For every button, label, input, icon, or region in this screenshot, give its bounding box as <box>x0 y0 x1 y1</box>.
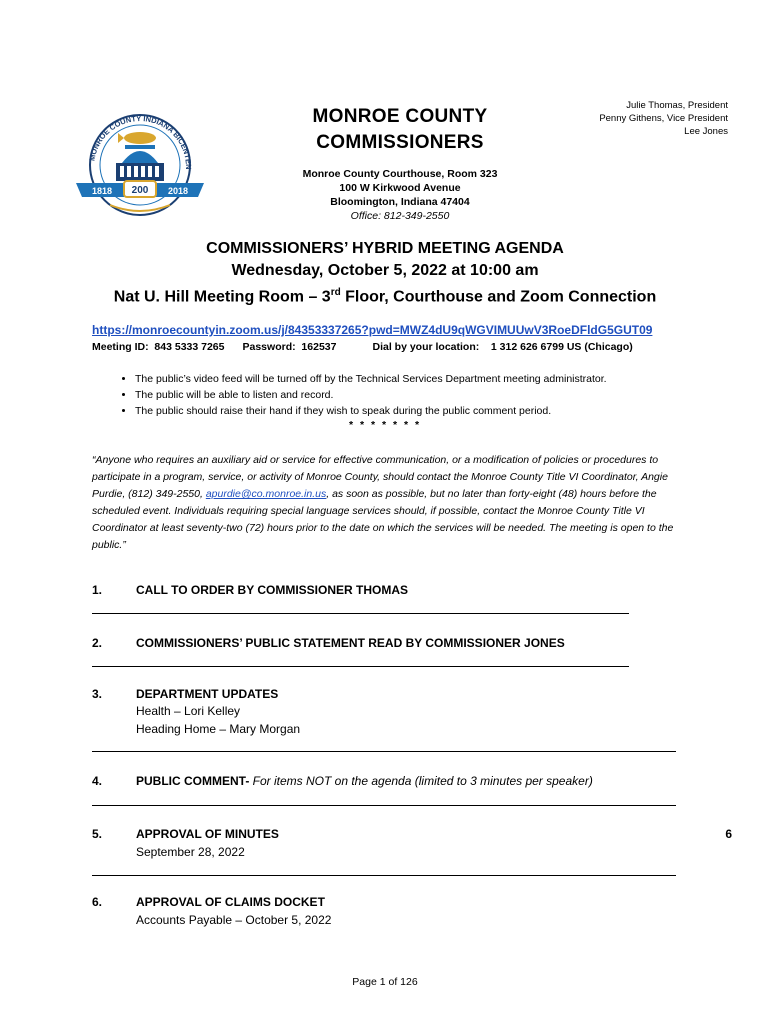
item-number: 5. <box>92 827 103 841</box>
item-title: DEPARTMENT UPDATES <box>136 687 279 701</box>
item-title: APPROVAL OF CLAIMS DOCKET <box>136 895 325 909</box>
coordinator-email-link[interactable]: apurdie@co.monroe.in.us <box>205 488 327 500</box>
item-subline: Accounts Payable – October 5, 2022 <box>136 913 332 927</box>
page-footer: Page 1 of 126 <box>352 976 418 988</box>
meeting-id: Meeting ID: 843 5333 7265 <box>92 341 225 353</box>
item-number: 1. <box>92 583 103 597</box>
meeting-info <box>92 341 633 353</box>
item-number: 3. <box>92 687 103 701</box>
meeting-password: Password: 162537 <box>242 341 337 353</box>
list-item: • The public should raise their hand if they wish to speak during the public comment period. <box>135 403 607 419</box>
address-line3: Bloomington, Indiana 47404 <box>330 196 470 208</box>
item-divider <box>92 666 629 667</box>
agenda-location: Nat U. Hill Meeting Room – 3rd Floor, Courthouse and Zoom Connection <box>113 287 657 306</box>
svg-text:200: 200 <box>131 185 149 196</box>
svg-text:1818: 1818 <box>92 186 113 196</box>
item-title: COMMISSIONERS’ PUBLIC STATEMENT READ BY COMMISSIONER JONES <box>136 636 565 650</box>
bicentennial-logo <box>70 93 210 218</box>
logo-ring-text: MONROE COUNTY INDIANA BICENTEN <box>87 113 194 170</box>
item-subline: September 28, 2022 <box>136 845 245 859</box>
org-title <box>290 104 510 156</box>
zoom-link[interactable]: https://monroecountyin.zoom.us/j/84353337265?pwd=MWZ4dU9qWGVIMUUwV3RoeDFldG5GUT09 <box>92 323 653 337</box>
section-divider-stars: * * * * * * * <box>348 419 422 431</box>
address-line1: Monroe County Courthouse, Room 323 <box>302 168 498 180</box>
address-block <box>290 167 510 223</box>
officer-president: Julie Thomas, President <box>626 100 728 111</box>
dial-in: Dial by your location: 1 312 626 6799 US (Chicago) <box>372 341 633 353</box>
item-title: PUBLIC COMMENT- For items NOT on the agenda (limited to 3 minutes per speaker) <box>136 774 593 788</box>
org-title-line2: COMMISSIONERS <box>316 132 484 153</box>
item-title: APPROVAL OF MINUTES <box>136 827 279 841</box>
org-title-line1: MONROE COUNTY <box>312 106 488 127</box>
item-number: 2. <box>92 636 103 650</box>
officer-vice-president: Penny Githens, Vice President <box>599 113 728 124</box>
officers-list <box>599 99 728 138</box>
accessibility-notice: “Anyone who requires an auxiliary aid or service for effective communication, or a modification of policies or procedures to participate in a program, service, or activity of Monroe County, should contact the Monroe County Title VI Coordinator, Angie Purdie, (812) 349-2550, apurdie@co.monroe.in.us, as soon as possible, but no later than forty-eight (48) hours before the scheduled event. Individuals requiring special language services should, if possible, contact the Monroe County Title VI Coordinator at least seventy-two (72) hours prior to the date on which the services will be needed. The meeting is open to the public.” <box>92 454 674 551</box>
address-line2: 100 W Kirkwood Avenue <box>339 182 461 194</box>
agenda-date: Wednesday, October 5, 2022 at 10:00 am <box>231 262 539 279</box>
item-subline: Health – Lori Kelley <box>136 704 241 718</box>
office-phone: Office: 812-349-2550 <box>350 210 450 222</box>
item-subline: Heading Home – Mary Morgan <box>136 722 301 736</box>
item-divider <box>92 613 629 614</box>
item-divider <box>92 875 676 876</box>
item-title: CALL TO ORDER BY COMMISSIONER THOMAS <box>136 583 409 597</box>
item-divider <box>92 805 676 806</box>
list-item: • The public will be able to listen and record. <box>135 387 607 403</box>
list-item: • The public’s video feed will be turned off by the Technical Services Department meeting administrator. <box>135 371 607 387</box>
public-info-list <box>92 371 607 419</box>
item-number: 6. <box>92 895 103 909</box>
agenda-title: COMMISSIONERS’ HYBRID MEETING AGENDA <box>206 240 564 257</box>
item-page-ref: 6 <box>725 827 732 841</box>
officer-member: Lee Jones <box>684 126 728 137</box>
item-divider <box>92 751 676 752</box>
item-number: 4. <box>92 774 103 788</box>
svg-text:2018: 2018 <box>168 186 189 196</box>
